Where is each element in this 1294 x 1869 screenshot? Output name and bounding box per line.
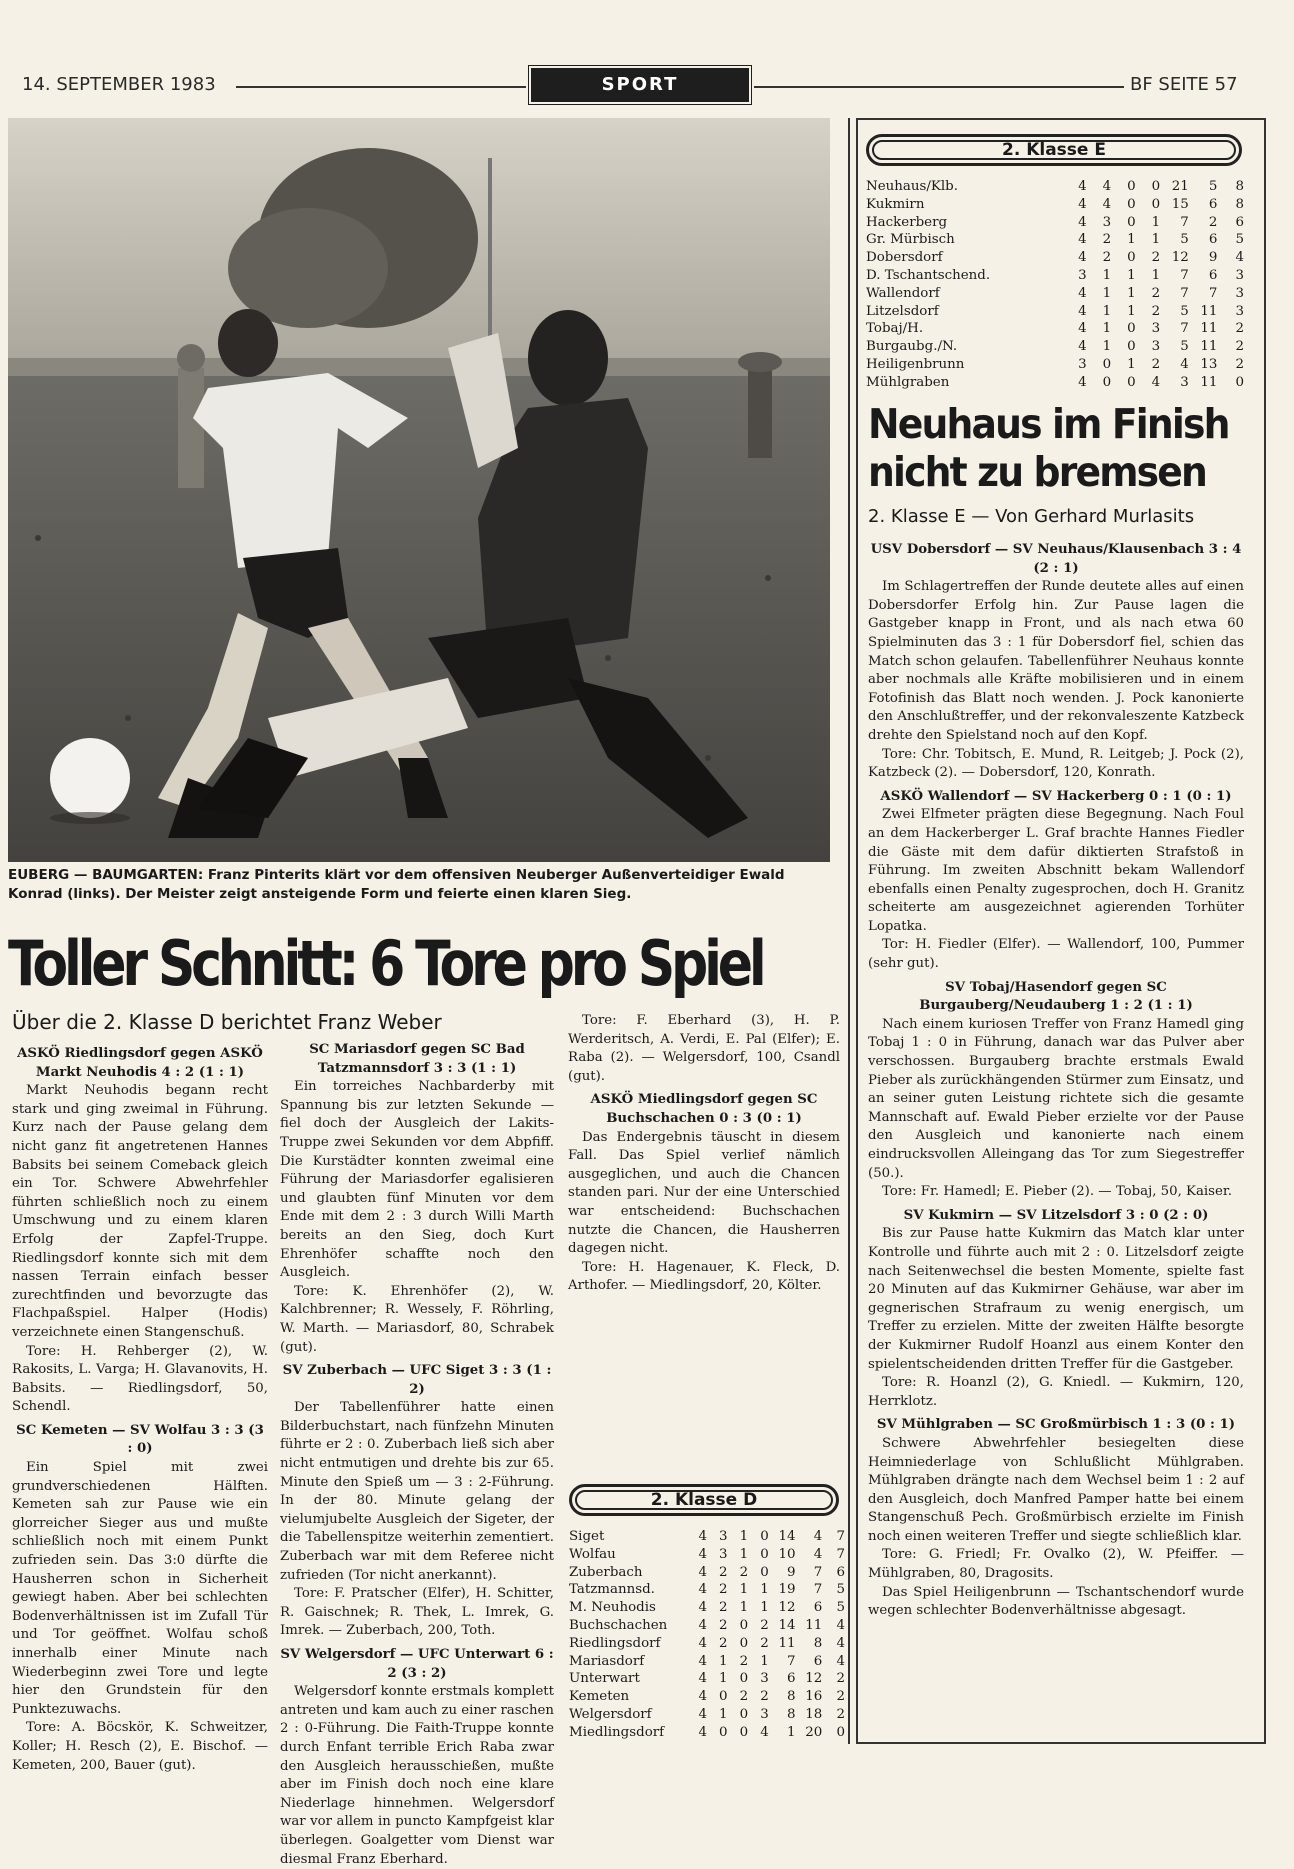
table-cell: 0 [1102,374,1112,390]
table-cell: 3 [760,1706,769,1722]
table-cell: 4 [698,1635,707,1651]
table-cell: 4 [813,1546,823,1562]
table-cell: 1 [739,1582,749,1598]
section-label: SPORT [533,70,747,100]
table-cell: 4 [1078,250,1087,266]
table-cell: 1 [1127,267,1136,283]
table-cell: 3 [1151,321,1161,337]
table-cell: 2 [1102,232,1112,248]
table-cell: 1 [1102,267,1112,283]
table-cell: 0 [1151,179,1161,194]
team-name: Tobaj/H. [866,321,924,337]
left-column-1 [12,1040,268,1775]
team-name: Kemeten [569,1689,630,1705]
table-cell: 2 [719,1582,728,1598]
team-name: Kukmirn [866,196,925,212]
table-cell: 1 [1102,303,1112,319]
team-name: Litzelsdorf [866,303,939,319]
table-cell: 4 [1078,285,1087,301]
table-row [569,1599,845,1617]
team-name: Wallendorf [866,285,940,301]
table-cell: 5 [836,1582,845,1598]
header-rule-right [754,86,1124,88]
table-row [866,214,1244,232]
table-cell: 1 [1102,285,1112,301]
table-cell: 4 [1078,232,1087,248]
table-cell: 1 [1127,303,1136,319]
table-cell: 6 [813,1600,823,1616]
left-headline: Toller Schnitt: 6 Tore pro Spiel [8,927,763,1000]
right-headline-line-2: nicht zu bremsen [868,448,1207,496]
table-row [569,1670,845,1688]
table-cell: 4 [1078,179,1087,194]
table-cell: 13 [1200,356,1218,372]
match-heading: ASKÖ Riedlingsdorf gegen ASKÖ Markt Neuhodis 4 : 2 (1 : 1) [17,1046,263,1080]
match-heading: SC Mariasdorf gegen SC Bad Tatzmannsdorf 3 : 3 (1 : 1) [309,1042,525,1076]
team-name: Heiligenbrunn [866,356,965,372]
table-cell: 1 [1102,321,1112,337]
table-cell: 6 [1208,196,1218,212]
table-cell: 1 [1127,356,1136,372]
table-cell: 2 [1235,339,1244,355]
table-cell: 4 [1235,250,1244,266]
table-cell: 2 [760,1635,769,1651]
table-cell: 4 [836,1635,845,1651]
table-cell: 2 [1151,356,1161,372]
table-cell: 4 [1078,321,1087,337]
column-divider [848,118,850,1744]
match-goals: Tor: H. Fiedler (Elfer). — Wallendorf, 100, Pummer (sehr gut). [868,937,1244,972]
table-cell: 3 [1102,214,1112,230]
table-cell: 6 [813,1653,823,1669]
table-cell: 6 [836,1564,845,1580]
table-cell: 4 [698,1617,707,1633]
match-heading: SV Welgersdorf — UFC Unterwart 6 : 2 (3 : 2) [280,1647,554,1681]
table-cell: 8 [1235,196,1244,212]
table-cell: 3 [719,1529,728,1544]
table-cell: 19 [778,1582,796,1598]
table-cell: 1 [719,1706,728,1722]
match-heading: SV Zuberbach — UFC Siget 3 : 3 (1 : 2) [282,1363,552,1397]
table-cell: 0 [1127,374,1136,390]
match-goals: Tore: F. Pratscher (Elfer), H. Schitter, R. Gaischnek; R. Thek, L. Imrek, G. Imrek. — Zuberbach, 200, Toth. [280,1586,554,1639]
table-cell: 0 [760,1529,769,1544]
table-cell: 7 [813,1582,823,1598]
table-cell: 7 [1180,214,1189,230]
left-column-3 [568,1012,840,1296]
table-row [569,1688,845,1706]
table-cell: 16 [805,1689,823,1705]
table-cell: 1 [760,1653,769,1669]
table-cell: 4 [1078,339,1087,355]
table-cell: 0 [1127,250,1136,266]
table-cell: 8 [1235,179,1244,194]
match-report: Ein Spiel mit zwei grundverschiedenen Hälften. Kemeten sah zur Pause wie ein glorreicher Sieger aus und mußte schließlich noch mit einem Punkt zufrieden sein. Das 3:0 dürfte die Hausherren schon in Sicherheit gewiegt haben. Aber bei schlechten Bodenverhältnissen ist im Zufall Tür und Tor geöffnet. Wolfau schoß innerhalb einer Minute nach Wiederbeginn zwei Tore und legte hier den Grundstein für den Punktezuwachs. [12,1460,268,1717]
table-cell: 0 [739,1671,749,1687]
table-cell: 0 [1127,214,1136,230]
table-cell: 1 [739,1600,749,1616]
table-cell: 2 [719,1635,728,1651]
table-cell: 9 [1208,250,1218,266]
table-cell: 4 [1078,374,1087,390]
table-cell: 0 [739,1635,749,1651]
table-row [866,196,1244,214]
table-d-title: 2. Klasse D [569,1484,839,1516]
table-cell: 2 [719,1617,728,1633]
table-cell: 4 [698,1582,707,1598]
team-name: Neuhaus/Klb. [866,179,958,194]
table-cell: 11 [1200,303,1218,319]
table-cell: 4 [836,1617,845,1633]
table-cell: 7 [1180,321,1189,337]
table-row [569,1635,845,1653]
table-cell: 1 [1127,285,1136,301]
table-cell: 3 [1078,356,1087,372]
match-heading: SV Kukmirn — SV Litzelsdorf 3 : 0 (2 : 0) [903,1207,1209,1223]
table-cell: 1 [719,1653,728,1669]
team-name: M. Neuhodis [569,1600,656,1616]
table-d [569,1528,845,1742]
match-goals: Tore: F. Eberhard (3), H. P. Werderitsch, A. Verdi, E. Pal (Elfer); E. Raba (2). — Welgersdorf, 100, Csandl (gut). [568,1013,840,1084]
match-report: Das Endergebnis täuscht in diesem Fall. Das Spiel verlief nämlich ausgeglichen, und auch die Chancen standen pari. Nur der eine Unterschied war entscheidend: Buchschachen nutzte die Chancen, die Hausherren dagegen nicht. [568,1129,840,1257]
table-row [866,231,1244,249]
table-cell: 4 [1102,179,1112,194]
table-cell: 1 [787,1724,796,1740]
table-cell: 20 [805,1724,823,1740]
table-cell: 4 [698,1671,707,1687]
table-cell: 4 [1078,214,1087,230]
table-cell: 5 [1208,179,1218,194]
match-report: Welgersdorf konnte erstmals komplett antreten und kam auch zu einer raschen 2 : 0-Führung. Die Faith-Truppe konnte durch Enfant terrible Erich Raba zwar den Ausgleich herausschießen, mußte aber im Finish doch noch eine klare Niederlage hinnehmen. Welgersdorf war vor allem in puncto Kampfgeist klar überlegen. Goalgetter vom Dienst war diesmal Franz Eberhard. [280,1684,554,1867]
table-cell: 3 [1235,303,1244,319]
table-cell: 4 [698,1689,707,1705]
match-report: Zwei Elfmeter prägten diese Begegnung. Nach Foul an dem Hackerberger L. Graf brachte Hannes Fiedler die Gäste mit dem dafür diktierten Strafstoß in Führung. Im zweiten Abschnitt bekam Wallendorf ebenfalls einen Penalty zugesprochen, doch H. Granitz scheiterte am ausgezeichnet agierenden Torhüter Lopatka. [868,807,1244,934]
table-cell: 0 [1102,356,1112,372]
table-cell: 2 [836,1689,845,1705]
match-report: Der Tabellenführer hatte einen Bilderbuchstart, nach fünfzehn Minuten führte er 2 : 0. Zuberbach ließ sich aber nicht entmutigen und drehte bis zur 65. Minute den Spieß um — 3 : 2-Führung. In der 80. Minute gelang der vielumjubelte Ausgleich der Sigeter, der die Tabellenspitze weiterhin zementiert. Zuberbach war mit dem Referee nicht zufrieden (Tor nicht anerkannt). [280,1400,554,1583]
table-cell: 4 [1180,356,1189,372]
table-cell: 4 [836,1653,845,1669]
table-cell: 8 [787,1689,796,1705]
table-cell: 3 [1235,285,1244,301]
table-cell: 4 [698,1600,707,1616]
table-cell: 0 [1151,196,1161,212]
match-heading: USV Dobersdorf — SV Neuhaus/Klausenbach 3 : 4 (2 : 1) [870,542,1242,576]
table-cell: 7 [787,1653,796,1669]
table-cell: 4 [813,1529,823,1544]
table-cell: 7 [836,1529,845,1544]
table-cell: 1 [1151,267,1161,283]
table-cell: 4 [698,1724,707,1740]
table-row [569,1617,845,1635]
table-cell: 5 [1180,339,1189,355]
table-cell: 2 [1235,321,1244,337]
table-cell: 0 [1127,179,1136,194]
table-row [569,1724,845,1742]
table-cell: 14 [778,1617,796,1633]
team-name: Welgersdorf [569,1706,652,1722]
table-row [569,1653,845,1671]
table-cell: 2 [719,1564,728,1580]
table-cell: 2 [739,1689,749,1705]
table-row [866,356,1244,374]
match-report: Nach einem kuriosen Treffer von Franz Hamedl ging Tobaj 1 : 0 in Führung, danach war das Pulver aber verschossen. Burgauberg brachte erstmals Ewald Pieber als zurückhängenden Stürmer zum Einsatz, und an seiner guten Leistung richtete sich die gesamte Mannschaft auf. Ewald Pieber erzielte vor der Pause den Ausgleich und kanonierte nach einem eindrucksvollen Alleingang das Tor zum Siegestreffer (50.). [868,1016,1244,1181]
table-cell: 7 [1180,267,1189,283]
right-headline [868,400,1227,496]
table-cell: 4 [1078,303,1087,319]
match-heading: SV Tobaj/Hasendorf gegen SC Burgauberg/Neudauberg 1 : 2 (1 : 1) [919,979,1193,1014]
table-row [866,285,1244,303]
table-cell: 2 [1208,214,1218,230]
table-cell: 1 [739,1546,749,1562]
table-cell: 1 [1127,232,1136,248]
team-name: Hackerberg [866,214,948,230]
team-name: Dobersdorf [866,250,943,266]
table-cell: 0 [1127,321,1136,337]
table-row [866,303,1244,321]
table-cell: 0 [1235,374,1244,390]
table-cell: 1 [719,1671,728,1687]
table-cell: 0 [739,1724,749,1740]
table-cell: 2 [760,1689,769,1705]
table-cell: 15 [1171,196,1189,212]
page-number: BF SEITE 57 [1130,74,1238,95]
table-row [569,1581,845,1599]
team-name: D. Tschantschend. [866,267,991,283]
table-cell: 10 [778,1546,796,1562]
match-report: Ein torreiches Nachbarderby mit Spannung bis zur letzten Sekunde — fiel doch der Ausgleich der Lakits-Truppe zwei Sekunden vor dem Abpfiff. Die Kurstädter konnten zweimal eine Führung der Mariasdorfer egalisieren und glaubten fünf Minuten vor dem Ende mit dem 2 : 3 durch Willi Marth bereits an den Sieg, doch Kurt Ehrenhöfer schaffte noch den Ausgleich. [280,1079,554,1281]
table-cell: 0 [760,1564,769,1580]
table-cell: 7 [1208,285,1218,301]
right-byline: 2. Klasse E — Von Gerhard Murlasits [868,506,1195,527]
table-cell: 9 [787,1564,796,1580]
table-cell: 1 [760,1600,769,1616]
table-cell: 14 [778,1529,796,1544]
match-goals: Tore: K. Ehrenhöfer (2), W. Kalchbrenner; R. Wessely, F. Röhrling, W. Marth. — Mariasdorf, 80, Schrabek (gut). [280,1283,554,1355]
left-byline: Über die 2. Klasse D berichtet Franz Weber [12,1010,442,1034]
table-cell: 0 [719,1689,728,1705]
match-heading: ASKÖ Wallendorf — SV Hackerberg 0 : 1 (0 : 1) [880,788,1232,804]
table-cell: 4 [698,1546,707,1562]
match-heading: SC Kemeten — SV Wolfau 3 : 3 (3 : 0) [16,1422,264,1457]
match-goals: Tore: H. Rehberger (2), W. Rakosits, L. Varga; H. Glavanovits, H. Babsits. — Riedlingsdorf, 50, Schendl. [12,1343,268,1415]
table-cell: 2 [1102,250,1112,266]
photo-caption: EUBERG — BAUMGARTEN: Franz Pinterits klärt vor dem offensiven Neuberger Außenverteidiger Ewald Konrad (links). Der Meister zeigt ansteigende Form und feierte einen klaren Sieg. [8,867,785,902]
team-name: Mariasdorf [569,1653,645,1669]
table-cell: 5 [1180,232,1189,248]
table-cell: 3 [719,1546,728,1562]
match-goals: Tore: Fr. Hamedl; E. Pieber (2). — Tobaj, 50, Kaiser. [882,1184,1232,1200]
right-headline-line-1: Neuhaus im Finish [868,400,1229,448]
table-cell: 4 [760,1724,769,1740]
table-cell: 6 [1235,214,1244,230]
match-goals: Tore: H. Hagenauer, K. Fleck, D. Arthofer. — Miedlingsdorf, 20, Költer. [568,1259,840,1294]
match-photo [8,118,830,862]
table-cell: 0 [836,1724,845,1740]
issue-date: 14. SEPTEMBER 1983 [22,74,216,95]
table-cell: 2 [1151,250,1161,266]
team-name: Tatzmannsd. [569,1582,655,1598]
team-name: Miedlingsdorf [569,1724,665,1740]
table-cell: 6 [1208,232,1218,248]
table-row [569,1706,845,1724]
table-row [569,1528,845,1546]
table-cell: 8 [787,1706,796,1722]
table-cell: 11 [778,1635,796,1651]
table-cell: 3 [760,1671,769,1687]
team-name: Zuberbach [569,1564,643,1580]
table-row [569,1564,845,1582]
table-cell: 2 [739,1564,749,1580]
team-name: Unterwart [569,1671,640,1687]
table-cell: 4 [1102,196,1112,212]
match-goals: Tore: Chr. Tobitsch, E. Mund, R. Leitgeb; J. Pock (2), Katzbeck (2). — Dobersdorf, 120, Konrath. [868,746,1244,781]
table-cell: 4 [698,1706,707,1722]
table-cell: 2 [836,1671,845,1687]
table-cell: 11 [1200,321,1218,337]
match-report: Im Schlagertreffen der Runde deutete alles auf einen Dobersdorfer Erfolg hin. Zur Pause lagen die Gastgeber knapp in Front, und als nach etwa 60 Spielminuten das 3 : 1 für Dobersdorf fiel, schien das Match schon gelaufen. Tabellenführer Neuhaus konnte aber nochmals alle Kräfte mobilisieren und in einem Fotofinish das Blatt noch wenden. J. Pock kanonierte den Anschlußtreffer, und der rekonvaleszente Katzbeck drehte den Spielstand noch auf den Kopf. [868,579,1244,743]
table-cell: 4 [698,1653,707,1669]
match-goals: Tore: R. Hoanzl (2), G. Kniedl. — Kukmirn, 120, Herrklotz. [868,1375,1244,1409]
match-goals: Tore: A. Böcskör, K. Schweitzer, Koller; H. Resch (2), E. Bischof. — Kemeten, 200, Bauer (gut). [12,1720,268,1773]
table-cell: 1 [1102,339,1112,355]
table-cell: 2 [1151,303,1161,319]
table-cell: 0 [719,1724,728,1740]
left-column-2 [280,1036,554,1869]
table-cell: 0 [739,1706,749,1722]
table-cell: 3 [1151,339,1161,355]
table-cell: 1 [760,1582,769,1598]
table-cell: 8 [813,1635,823,1651]
table-cell: 7 [836,1546,845,1562]
match-heading: SV Mühlgraben — SC Großmürbisch 1 : 3 (0 : 1) [876,1417,1236,1433]
table-cell: 0 [760,1546,769,1562]
right-article-body [868,536,1244,1621]
table-e [866,178,1244,392]
table-row [866,267,1244,285]
table-cell: 4 [1078,196,1087,212]
match-goals: Tore: G. Friedl; Fr. Ovalko (2), W. Pfeiffer. — Mühlgraben, 80, Dragosits. [868,1547,1244,1582]
table-cell: 2 [719,1600,728,1616]
table-cell: 0 [1127,196,1136,212]
table-row [866,178,1244,196]
table-cell: 4 [698,1564,707,1580]
table-row [866,320,1244,338]
table-cell: 5 [1235,232,1244,248]
table-cell: 1 [1151,232,1161,248]
table-cell: 1 [1151,214,1161,230]
table-cell: 7 [813,1564,823,1580]
table-cell: 3 [1180,374,1189,390]
table-cell: 12 [805,1671,823,1687]
team-name: Burgaubg./N. [866,339,958,355]
team-name: Siget [569,1529,605,1544]
closing-note: Das Spiel Heiligenbrunn — Tschantschendorf wurde wegen schlechter Bodenverhältnisse abgesagt. [868,1584,1244,1619]
table-cell: 21 [1171,179,1189,194]
table-cell: 1 [739,1529,749,1544]
table-cell: 2 [739,1653,749,1669]
match-report: Bis zur Pause hatte Kukmirn das Match klar unter Kontrolle und führte auch mit 2 : 0. Litzelsdorf zeigte nach Seitenwechsel die besten Momente, spielte fast 20 Minuten auf das Kukmirner Gehäuse, war aber im gegnerischen Strafraum zu wenig energisch, um Treffer zu erzielen. Mitte der zweiten Hälfte besorgte der Kukmirner Rudolf Hoanzl aus einem Konter den spielentscheidenden dritten Treffer für die Gastgeber. [868,1226,1244,1372]
table-row [569,1546,845,1564]
table-cell: 6 [1208,267,1218,283]
table-row [866,338,1244,356]
table-cell: 2 [760,1617,769,1633]
team-name: Mühlgraben [866,374,950,390]
table-cell: 7 [1180,285,1189,301]
table-row [866,374,1244,392]
header-rule-left [236,86,526,88]
team-name: Buchschachen [569,1617,668,1633]
table-cell: 0 [1127,339,1136,355]
table-cell: 12 [1171,250,1189,266]
table-cell: 11 [1200,374,1218,390]
team-name: Gr. Mürbisch [866,232,955,248]
table-cell: 5 [1180,303,1189,319]
match-report: Markt Neuhodis begann recht stark und ging zweimal in Führung. Kurz nach der Pause gelang dem nicht ganz fit angetretenen Hannes Babsits bei seinem Comeback gleich ein Tor. Schwere Abwehrfehler führten schließlich noch zu einem Umschwung und zu einem klaren Erfolg der Zapfel-Truppe. Riedlingsdorf konnte sich mit dem nassen Terrain einfach besser zurechtfinden und bevorzugte das Flachpaßspiel. Halper (Hodis) verzeichnete einen Stangenschuß. [12,1083,268,1340]
table-cell: 12 [778,1600,796,1616]
table-e-title: 2. Klasse E [866,134,1242,166]
table-cell: 4 [1151,374,1161,390]
table-cell: 0 [739,1617,749,1633]
team-name: Wolfau [569,1546,616,1562]
table-cell: 3 [1235,267,1244,283]
table-cell: 11 [1200,339,1218,355]
table-cell: 5 [836,1600,845,1616]
table-cell: 4 [698,1529,707,1544]
match-report: Schwere Abwehrfehler besiegelten diese Heimniederlage von Schlußlicht Mühlgraben. Mühlgraben drängte nach dem Wechsel beim 1 : 2 auf den Ausgleich, doch Manfred Pamper hatte bei einem Stangenschuß Pech. Großmürbisch erzielte im Finish noch einen weiteren Treffer und siegte schließlich klar. [868,1435,1244,1544]
team-name: Riedlingsdorf [569,1635,661,1651]
table-cell: 3 [1078,267,1087,283]
table-cell: 2 [1235,356,1244,372]
table-cell: 18 [805,1706,823,1722]
table-cell: 6 [787,1671,796,1687]
table-cell: 11 [805,1617,823,1633]
match-heading: ASKÖ Miedlingsdorf gegen SC Buchschachen 0 : 3 (0 : 1) [590,1092,818,1126]
table-row [866,249,1244,267]
table-cell: 2 [1151,285,1161,301]
table-cell: 2 [836,1706,845,1722]
